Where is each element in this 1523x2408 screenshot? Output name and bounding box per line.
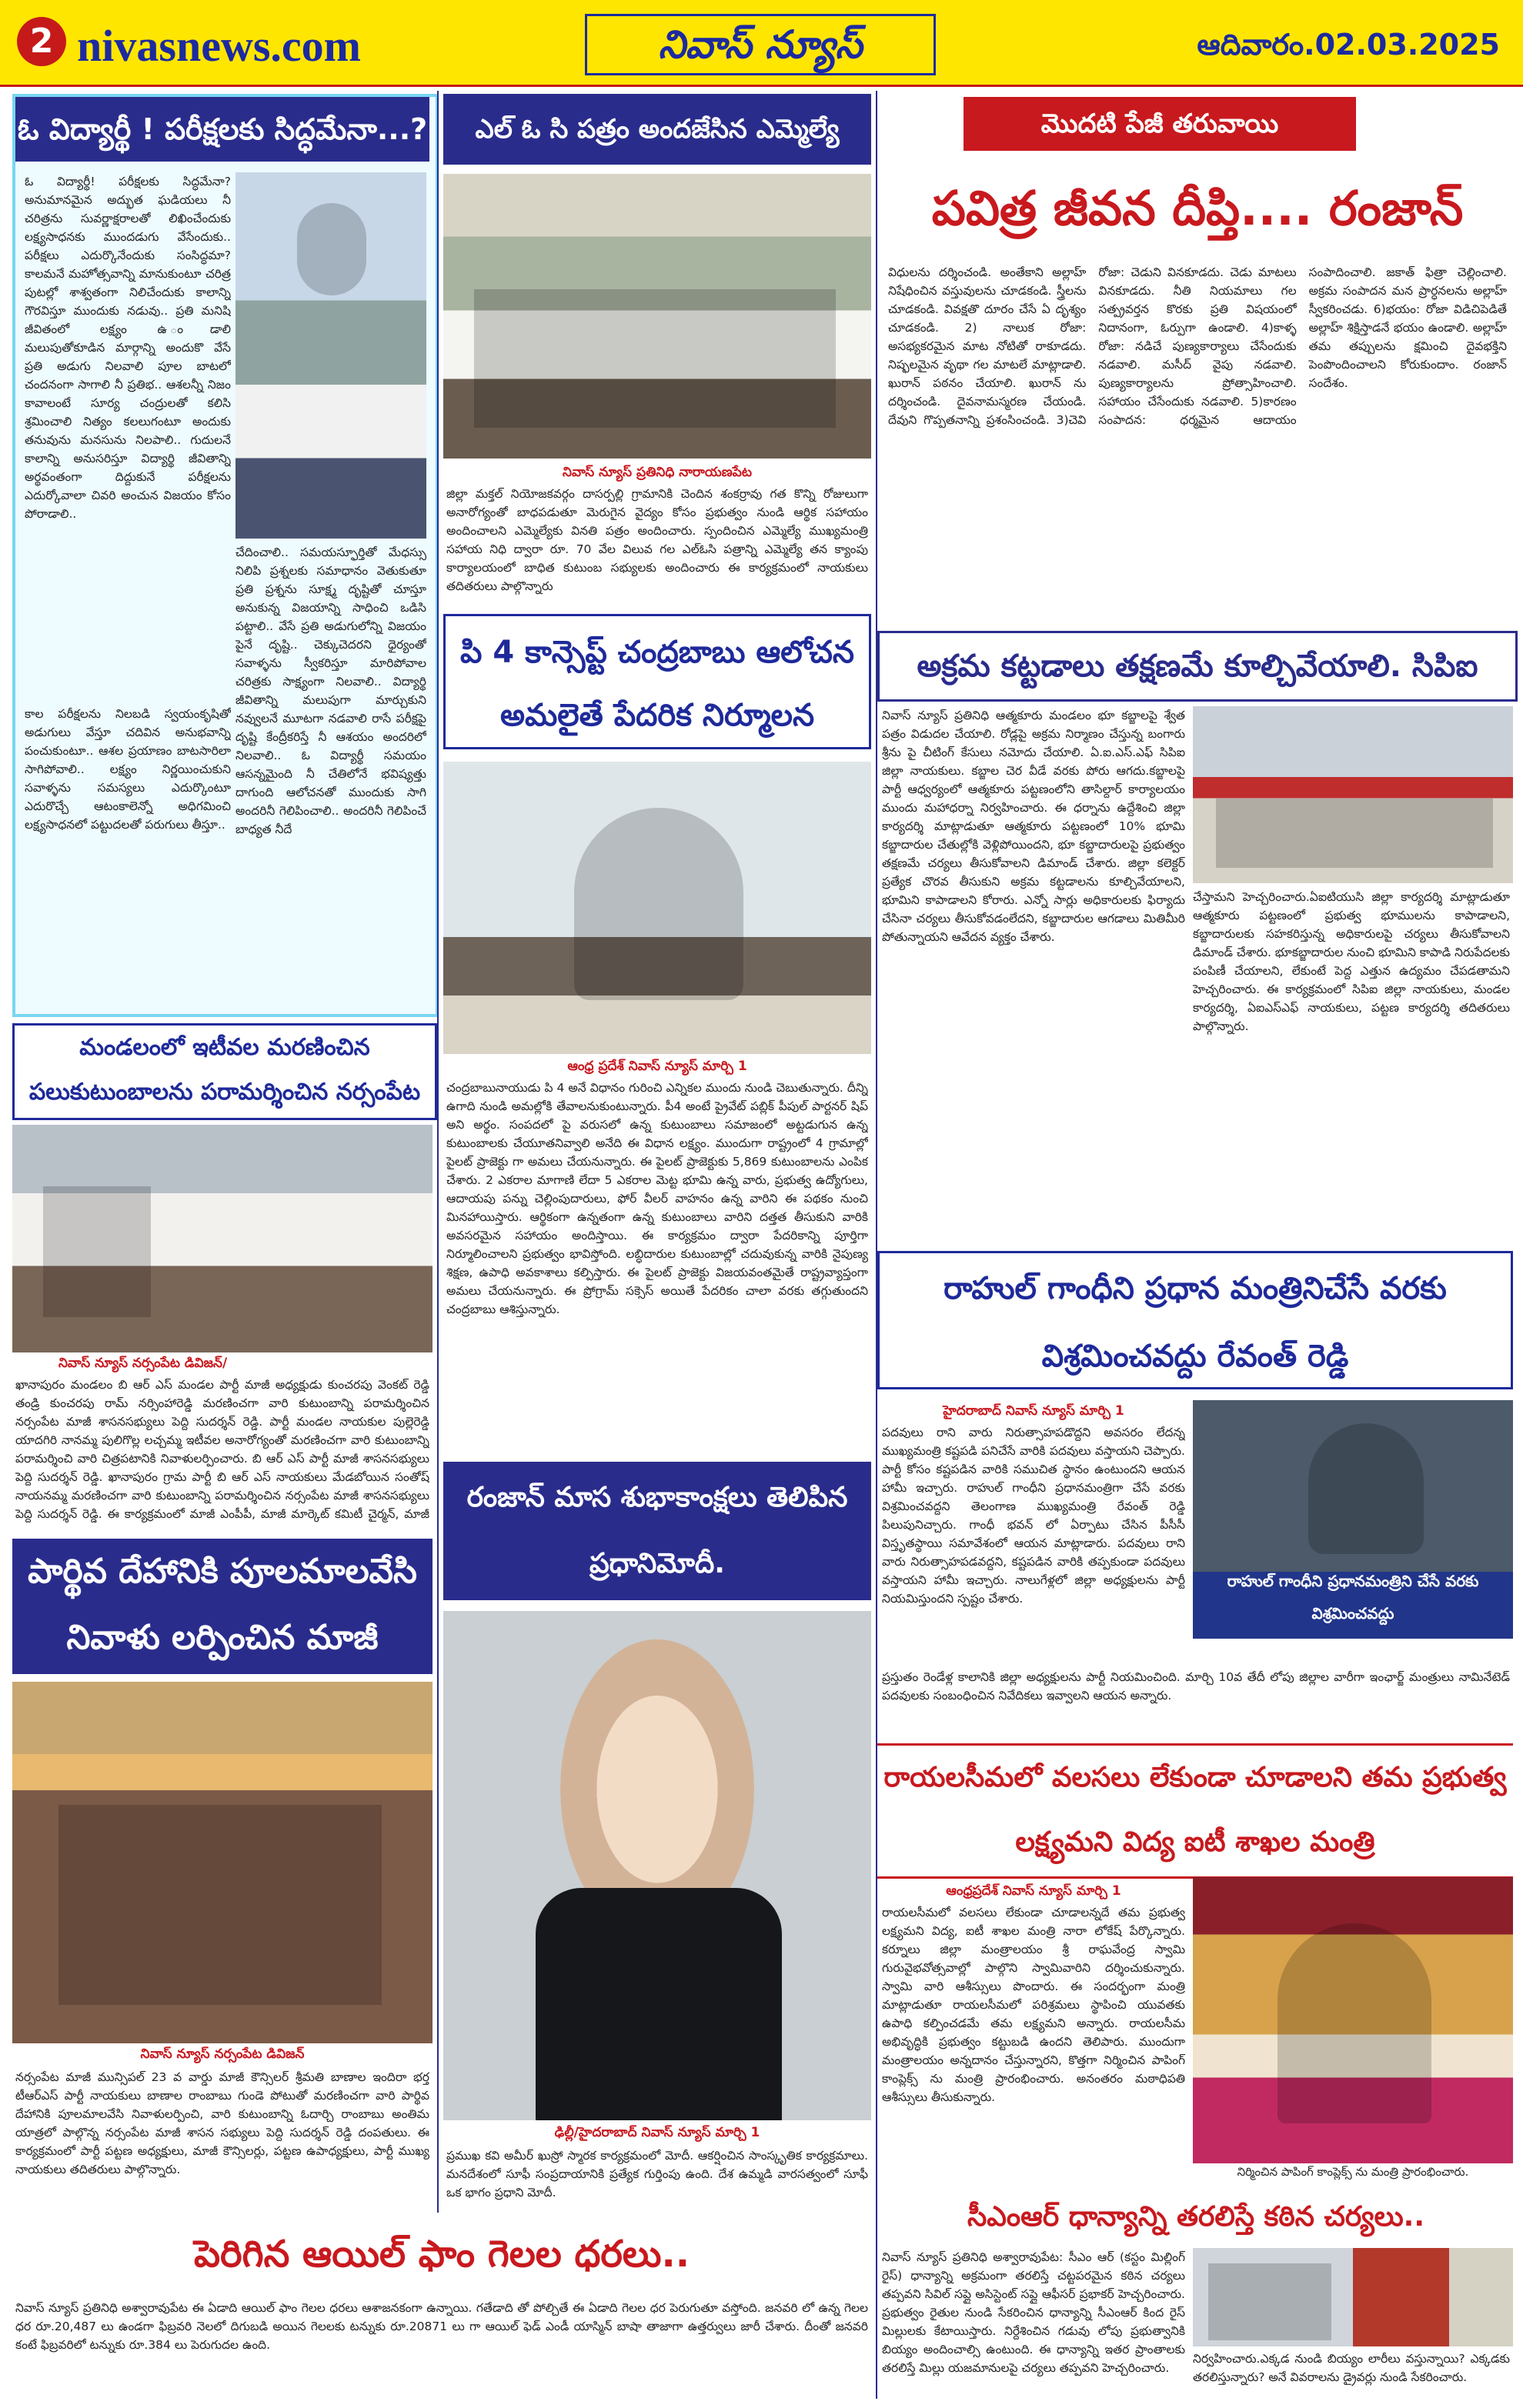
cpi-story-body-a: నివాస్ న్యూస్ ప్రతినిధి ఆత్మకూరు మండలం భూ కబ్జాలపై శ్వేత పత్రం విడుదల చేయాలి. రోడ్లపై అక్రమ నిర్మాణం చేస్తున్న బంగారు శ్రీను పై చీటింగ్ కేసులు నమోదు చేయాలి. ఏ.ఐ.ఎస్.ఎఫ్ సిపిఐ జిల్లా నాయకులు. కబ్జాల చెర వీడే వరకు పోరు ఆగదు.కబ్జాలపై పార్టీ ఆధ్వర్యంలో ఆత్మకూరు పట్టణంలోని తాసిల్దార్ కార్యాలయం ముందు మహాధర్నా నిర్వహించారు. ఈ ధర్నాను ఉద్దేశించి జిల్లా కార్యదర్శి మాట్లాడుతూ ఆత్మకూరు పట్టణంలో 10% భూమి కబ్జాదారుల చేతుల్లోకి వెళ్లిపోయిందని, భూ కబ్జాదారులపై ప్రభుత్వం తక్షణమే చర్యలు తీసుకోవాలని డిమాండ్ చేశారు. జిల్లా కలెక్టర్ ప్రత్యేక చొరవ తీసుకుని అక్రమ కట్టడాలను కూల్చివేయాలని, భూమిని కాపాడాలని కోరారు. ఎన్నో సార్లు అధికారులకు ఫిర్యాదు చేసినా చర్యలు తీసుకోవడంలేదని, కబ్జాదారుల ఆగడాలు మితిమీరి పోతున్నాయని ఆవేదన వ్యక్తం చేశారు.: [882, 709, 1185, 945]
rahul-story-body-b: ప్రస్తుతం రెండేళ్ల కాలానికి జిల్లా అధ్యక్షులను పార్టీ నియమించింది. మార్చి 10వ తేదీ లోపు జిల్లాల వారీగా ఇంఛార్జ్ మంత్రులు నామినేటెడ్ పదవులకు సంబంధించిన నివేదికలు ఇవ్వాలని ఆయన అన్నారు.: [882, 1670, 1510, 1703]
wreath-story-headline: పార్థివ దేహానికి పూలమాలవేసి నివాళు లర్పించిన మాజీ: [12, 1539, 433, 1674]
cmr-story-body-b: నిర్వహించారు.ఎక్కడ నుండి బియ్యం లారీలు వస్తున్నాయి? ఎక్కడకు తరలిస్తున్నారు? అనే వివరాలను డ్రైవర్లు నుండి సేకరించారు.: [1193, 2352, 1510, 2385]
photo-coat: [536, 1888, 782, 2120]
tribute-story-credit: నివాస్ న్యూస్ నర్సంపేట డివిజన్/: [58, 1356, 228, 1371]
loc-story-photo: [443, 174, 871, 459]
rayalaseema-story-headline: రాయలసీమలో వలసలు లేకుండా చూడాలని తమ ప్రభుత్వ లక్ష్యమని విద్య ఐటీ శాఖల మంత్రి: [877, 1743, 1513, 1879]
cpi-story-headline: అక్రమ కట్టడాలు తక్షణమే కూల్చివేయాలి. సిపిఐ: [877, 631, 1518, 702]
cmr-story-photo: [1193, 2248, 1513, 2346]
paper-name: నివాస్ న్యూస్: [585, 14, 936, 75]
rahul-story-credit: హైదరాబాద్ నివాస్ న్యూస్ మార్చి 1: [943, 1403, 1124, 1419]
site-name[interactable]: nivasnews.com: [77, 21, 361, 71]
wreath-story-photo: [12, 1682, 433, 2043]
column-divider: [876, 91, 877, 2399]
column-divider: [437, 91, 439, 2213]
loc-story-headline: ఎల్ ఓ సి పత్రం అందజేసిన ఎమ్మెల్యే: [443, 94, 871, 165]
rayalaseema-photo-credit: నిర్మించిన పాపింగ్ కాంప్లెక్స్ ను మంత్రి ప్రారంభించారు.: [1237, 2165, 1469, 2179]
wreath-story-body: నర్సంపేట మాజీ మున్సిపల్ 23 వ వార్డు మాజీ కౌన్సిలర్ శ్రీమతి బాణాల ఇందిరా భర్త టీఆర్ఎస్ పార్టీ నాయకులు బాణాల రాంబాబు గుండె పోటుతో మరణించగా వారి పార్థివ దేహానికి పూలమాలవేసి నివాళులర్పించి, వారి కుటుంబాన్ని ఓదార్చి రాంబాబు అంతిమ యాత్రలో పాల్గొన్న నర్సంపేట మాజీ శాసన సభ్యులు పెద్ది సుదర్శన్ రెడ్డి దంపతులు. ఈ కార్యక్రమంలో పార్టీ పట్టణ అధ్యక్షులు, మాజీ కౌన్సిలర్లు, పట్టణ ఉపాధ్యక్షులు, పార్టీ ముఖ్య నాయకులు తదితరులు పాల్గొన్నారు.: [15, 2070, 429, 2177]
palm-story-body: నివాస్ న్యూస్ ప్రతినిధి అశ్వారావుపేట ఈ ఏడాది ఆయిల్ ఫాం గెలల ధరలు ఆశాజనకంగా ఉన్నాయి. గతేడాది తో పోల్చితే ఈ ఏడాది గెలల ధర పెరుగుతూ వస్తోంది. జనవరి లో ఉన్న గెలల ధర రూ.20,487 లు ఉండగా ఫిబ్రవరి నెలలో దిగుబడి అయిన గెలలకు టన్నుకు రూ.20871 లు గా ఆయిల్ ఫెడ్ ఎండీ యాస్మిన్ బాషా తాజాగా ఉత్తర్వులు జారీ చేశారు. దీంతో జనవరి కంటే ఫిబ్రవరిలో టన్నుకు రూ.384 లు పెరుగుదల ఉంది.: [15, 2301, 868, 2353]
photo-subject: [574, 808, 743, 1000]
masthead: [0, 0, 1523, 87]
page-number-badge: 2: [17, 17, 66, 66]
loc-story-credit: నివాస్ న్యూస్ ప్రతినిధి నారాయణపేట: [563, 465, 752, 480]
p4-story-credit: ఆంధ్ర ప్రదేశ్ నివాస్ న్యూస్ మార్చి 1: [567, 1059, 747, 1074]
loc-story-body: జిల్లా మక్తల్ నియోజకవర్గం దాసర్పల్లి గ్రామానికి చెందిన శంకర్రావు గత కొన్ని రోజులుగా అనారోగ్యంతో బాధపడుతూ మెరుగైన వైద్యం కోసం ప్రభుత్వం నుండి ఆర్థిక సహాయం అందించాలని ఎమ్మెల్యేకు వినతి పత్రం అందించారు. స్పందించిన ఎమ్మెల్యే ముఖ్యమంత్రి సహాయ నిధి ద్వారా రూ. 70 వేల విలువ గల ఎల్ఓసి పత్రాన్ని ఎమ్మెల్యే తన క్యాంపు కార్యాలయంలో బాధిత కుటుంబ సభ్యులకు అందించారు ఈ కార్యక్రమంలో నాయకులు తదితరులు పాల్గొన్నారు: [446, 487, 868, 594]
modi-story-body: ప్రముఖ కవి అమీర్ ఖుస్రో స్మారక కార్యక్రమంలో మోదీ. ఆకర్షించిన సాంస్కృతిక కార్యక్రమాలు. మనదేశంలో సూఫీ సంప్రదాయానికి ప్రత్యేక గుర్తింపు ఉంది. దేశ ఉమ్మడి వారసత్వంలో సూఫీ ఒక భాగం ప్రధాని మోదీ.: [446, 2149, 868, 2200]
exam-story-photo: [235, 172, 426, 539]
palm-story-headline: పెరిగిన ఆయిల్ ఫాం గెలల ధరలు..: [12, 2216, 871, 2293]
exam-story-body-a: ఓ విద్యార్థీ! పరీక్షలకు సిద్ధమేనా? అనుమానమైన అద్భుత ఘడియలు నీ చరిత్రను సువర్ణాక్షరాలతో లిఖించేందుకు లక్ష్యసాధనకు ముందడుగు వేసేందుకు.. పరీక్షలు ఎదుర్కొనేందుకు సంసిద్ధమా? కాలమనే మహోత్సవాన్ని మానుకుంటూ చరిత్ర పుటల్లో శాశ్వతంగా నిలిచేందుకు కాలాన్ని గౌరవిస్తూ ముందుకు నడువు.. ప్రతి మనిషి జీవితంలో లక్ష్యం ఉ ండాలి మలుపుతోకూడిన మార్గాన్ని అందుకొ వేసే ప్రతి అడుగు నిలవాలి పూల బాటలో చందనంగా సాగాలి నీ ప్రతిభ.. ఆశలన్నీ నిజం కావాలంటే సూర్య చంద్రులతో కలిసి శ్రమించాలి నిత్యం కలలుగంటూ అందుకు తనువును మనసును నిలపాలి.. గుదులనే కాలాన్ని అనుసరిస్తూ విద్యార్థి జీవితాన్ని అర్థవంతంగా దిద్దుకునే పరీక్షలను ఎదుర్కోవాలా చివరి అంచున విజయం కోసం పోరాడాలి..: [25, 175, 231, 522]
photo-protesters: [1216, 799, 1493, 868]
cpi-story-photo: [1193, 706, 1513, 883]
modi-story-headline: రంజాన్ మాస శుభాకాంక్షలు తెలిపిన ప్రధానిమోదీ.: [443, 1462, 871, 1600]
photo-officials: [1208, 2263, 1331, 2340]
cmr-story-body: నివాస్ న్యూస్ ప్రతినిధి అశ్వారావుపేట: సీఎం ఆర్ (కస్టం మిల్లింగ్ రైస్) ధాన్యాన్ని అక్రమంగా తరలిస్తే చట్టపరమైన కఠిన చర్యలు తప్పవని సివిల్ సప్లై అసిస్టెంట్ సప్లై ఆఫీసర్ ప్రభాకర్ హెచ్చరించారు. ప్రభుత్వం రైతుల నుండి సేకరించిన ధాన్యాన్ని సీఎంఆర్ కింద రైస్ మిల్లులకు కేటాయిస్తారు. నిర్దేశించిన గడువు లోపు ప్రభుత్వానికి బియ్యం అందించాల్సి ఉంటుంది. ఈ ధాన్యాన్ని ఇతర ప్రాంతాలకు తరలిస్తే మిల్లు యజమానులపై చర్యలు తప్పవని హెచ్చరించారు.: [882, 2250, 1185, 2376]
photo-group: [474, 289, 836, 428]
rahul-photo-caption: రాహుల్ గాంధీని ప్రధానమంత్రిని చేసే వరకు విశ్రమించవద్దు: [1227, 1572, 1479, 1623]
exam-story-body-c: చేదించాలి.. సమయస్ఫూర్తితో మేధస్సు నిలిపి ప్రశ్నలకు సమాధానం వెతుకుతూ ప్రతి ప్రశ్నను సూక్ష్మ దృష్టితో చూస్తూ అనుకున్న విజయాన్ని సాధించి ఒడిసి పట్టాలి.. వేసే ప్రతి అడుగులోన్ని విజయం పైనే దృష్టి.. చెక్కుచెదరని ధైర్యంతో సవాళ్ళను స్వీకరిస్తూ మారిపోవాల చరిత్రకు సాక్ష్యంగా నిలవాలి.. విద్యార్థి జీవితాన్ని మలుపుగా మార్చుకుని నవ్వులనే మూటగా నడవాలి రాసే పరీక్షపై దృష్టి కేంద్రీకరిస్తే నీ ఆశయం అందరిలో నిలవాలి.. ఓ విద్యార్థీ సమయం ఆసన్నమైంది నీ చేతిలోనే భవిష్యత్తు దాగుంది ఆలోచనతో ముందుకు సాగి అందరినీ గెలిపించాలి.. అందరినీ గెలిపించే బాధ్యత నీదే: [235, 545, 426, 837]
photo-portrait-frame: [43, 1186, 151, 1317]
photo-subject-head: [297, 203, 366, 295]
photo-shrine: [1278, 1923, 1431, 2123]
rahul-story-headline: రాహుల్ గాంధీని ప్రధాన మంత్రినిచేసే వరకు విశ్రమించవద్దు రేవంత్ రెడ్డి: [877, 1251, 1513, 1389]
ramzan-story-body: విధులను దర్శించండి. అంతేకాని అల్లాహ్ నిషేధించిన వస్తువులను చూడకండి. స్త్రీలను చూడకండి. వివక్షతొ దూరం చేసే ఏ దృశ్యం చూడకండి. 2) నాలుక రోజా: అసభ్యకరమైన మాట నోటితో రాకూడదు. నిష్ఫలమైన వృథా గల మాటలే మాట్లాడాలి. ఖురాన్ పఠనం చేయాలి. ఖురాన్ ను దర్శించండి. దైవనామస్మరణ చేయండి. దేవుని గొప్పతనాన్ని ప్రశంసించండి. 3)చెవి రోజా: చెడుని వినకూడదు. చెడు మాటలు వినకూడదు. నీతి నియమాలు గల సత్ప్రవర్తన కొరకు ప్రతి విషయంలో నిదానంగా, ఓర్పుగా ఉండాలి. 4)కాళ్ళ రోజా: నడిచే పుణ్యకార్యాలు చేసేందుకు నడవాలి. మసీద్ వైపు నడవాలి. పుణ్యకార్యాలను ప్రోత్సాహించాలి. సహాయం చేసేందుకు నడవాలి. 5)కారణం సంపాదన: ధర్మమైన ఆదాయం సంపాదించాలి. జకాత్ ఫిత్రా చెల్లించాలి. అక్రమ సంపాదన మన ప్రార్ధనలను అల్లాహ్ స్వీకరించడు. 6)భయం: రోజా విడిచిపెడితే అల్లాహ్ శిక్షిస్తాడనే భయం ఉండాలి. అల్లాహ్ తమ తప్పులను క్షమించి దైవభక్తిని పెంపొందించాలని కోరుకుందాం. రంజాన్ సందేశం.: [888, 265, 1507, 428]
tribute-story-photo: [12, 1125, 433, 1352]
wreath-story-credit: నివాస్ న్యూస్ నర్సంపేట డివిజన్: [140, 2046, 305, 2062]
issue-date: ఆదివారం.02.03.2025: [1197, 28, 1500, 62]
p4-story-photo: [443, 762, 871, 1054]
cmr-story-headline: సీఎంఆర్ ధాన్యాన్ని తరలిస్తే కఠిన చర్యలు..: [882, 2191, 1510, 2243]
rayalaseema-story-photo: [1193, 1877, 1513, 2163]
continued-tag: మొదటి పేజీ తరువాయి: [964, 97, 1356, 151]
p4-story-headline: పి 4 కాన్సెప్ట్ చంద్రబాబు ఆలోచన అమలైతే పేదరిక నిర్మూలన: [443, 614, 871, 749]
modi-story-credit: ఢిల్లీ/హైదరాబాద్ నివాస్ న్యూస్ మార్చి 1: [554, 2125, 760, 2140]
exam-story-headline: ఓ విద్యార్థీ ! పరీక్షలకు సిద్ధమేనా...?: [15, 97, 429, 162]
rayalaseema-story-body: రాయలసీమలో వలసలు లేకుండా చూడాలన్నదే తమ ప్రభుత్వ లక్ష్యమని విద్య, ఐటీ శాఖల మంత్రి నారా లోకేష్ పేర్కొన్నారు. కర్నూలు జిల్లా మంత్రాలయం శ్రీ రాఘవేంద్ర స్వామి గురువైభవోత్సవాల్లో పాల్గొని స్వామివారిని దర్శించుకున్నారు. స్వామి వారి ఆశీస్సులు పొందారు. ఈ సందర్భంగా మంత్రి మాట్లాడుతూ రాయలసీమలో పరిశ్రమలు స్థాపించి యువతకు ఉపాధి కల్పించడమే తమ లక్ష్యమని అన్నారు. రాయలసీమ అభివృద్ధికి ప్రభుత్వం కట్టుబడి ఉందని తెలిపారు. ముందుగా మంత్రాలయం అన్నదానం చేస్తున్నారని, కొత్తగా నిర్మించిన పాపింగ్ కాంప్లెక్స్ ను మంత్రి ప్రారంభించారు. అనంతరం మఠాధిపతి ఆశీస్సులు తీసుకున్నారు.: [882, 1906, 1185, 2105]
tribute-story-headline: మండలంలో ఇటీవల మరణించిన పలుకుటుంబాలను పరామర్శించిన నర్సంపేట: [12, 1023, 437, 1120]
rahul-story-body-a: పదవులు రాని వారు నిరుత్సాహపడొద్దని అవసరం లేదన్న ముఖ్యమంత్రి కష్టపడి పనిచేసే వారికి పదవులు వస్తాయని చెప్పారు. పార్టీ కోసం కష్టపడిన వారికి సముచిత స్థానం ఉంటుందని ఆయన హామీ ఇచ్చారు. రాహుల్ గాంధీని ప్రధానమంత్రిగా చేసే వరకు విశ్రమించవద్దని తెలంగాణ ముఖ్యమంత్రి రేవంత్ రెడ్డి పిలుపునిచ్చారు. గాంధీ భవన్ లో ఏర్పాటు చేసిన పీసీసీ విస్తృతస్థాయి సమావేశంలో ఆయన మాట్లాడారు. పదవులు రాని వారు నిరుత్సాహపడవద్దని, కష్టపడిన వారికి తప్పకుండా పదవులు వస్తాయని హామీ ఇచ్చారు. నాలుగేళ్లలో జిల్లా అధ్యక్షులను పార్టీ నియమిస్తుందని స్పష్టం చేశారు.: [882, 1426, 1185, 1606]
rayalaseema-story-credit: ఆంధ్రప్రదేశ్ నివాస్ న్యూస్ మార్చి 1: [946, 1883, 1121, 1899]
ramzan-story-headline: పవిత్ర జీవన దీప్తి.... రంజాన్: [931, 180, 1464, 236]
p4-story-body: చంద్రబాబునాయుడు పి 4 అనే విధానం గురించి ఎన్నికల ముందు నుండి చెబుతున్నారు. దీన్ని ఉగాది నుండి అమల్లోకి తేవాలనుకుంటున్నారు. పీ4 అంటే ప్రైవేట్ పబ్లిక్ పీపుల్ పార్టనర్ షిప్ అని అర్థం. సంపదలో పై వరుసలో ఉన్న కుటుంబాలు సమాజంలో అట్టడుగున ఉన్న కుటుంబాలకు చేయూతనివ్వాలి అనేది ఈ విధాన లక్ష్యం. ముందుగా రాష్ట్రంలో 4 గ్రామాల్లో పైలట్ ప్రాజెక్టు గా అమలు చేయనున్నారు. ఈ పైలట్ ప్రాజెక్టుకు 5,869 కుటుంబాలను ఎంపిక చేశారు. 2 ఎకరాల మాగాణి లేదా 5 ఎకరాల మెట్ట భూమి ఉన్న వారు, ప్రభుత్వ ఉద్యోగులు, ఆదాయపు పన్ను చెల్లింపుదారులు, ఫోర్ వీలర్ వాహనం ఉన్న వారిని ఈ పథకం నుంచి మినహాయిస్తారు. ఆర్థికంగా ఉన్నతంగా ఉన్న కుటుంబాలు వారిని దత్తత తీసుకుని వారికి అవసరమైన సహాయం అందిస్తాయి. ఈ కార్యక్రమం ద్వారా పేదరికాన్ని పూర్తిగా నిర్మూలించాలని ప్రభుత్వం భావిస్తోంది. లబ్ధిదారుల కుటుంబాల్లో చదువుకున్న వారికి నైపుణ్య శిక్షణ, ఉపాధి అవకాశాలు కల్పిస్తారు. ఈ పైలట్ ప్రాజెక్టు విజయవంతమైతే రాష్ట్రవ్యాప్తంగా అమలు చేయనున్నారు. ఈ ప్రోగ్రామ్ సక్సెస్ అయితే పేదరికం చాలా వరకు తగ్గుతుందని చంద్రబాబు ఆశిస్తున్నారు.: [446, 1081, 868, 1317]
photo-crowd: [58, 1805, 382, 2005]
photo-subject: [1308, 1423, 1424, 1554]
modi-story-photo: [443, 1611, 871, 2120]
tribute-story-body: ఖానాపురం మండలం బి ఆర్ ఎస్ మండల పార్టీ మాజీ అధ్యక్షుడు కుంచరపు వెంకట్ రెడ్డి తండ్రి కుంచరపు రామ్ నర్సింహారెడ్డి మరణించగా వారి కుటుంబాన్ని పరామర్శించిన నర్సంపేట మాజీ శాసనసభ్యులు పెద్ది సుదర్శన్ రెడ్డి. పార్టీ మండల నాయకుల పుల్లెరెడ్డి యాదగిరి నానమ్మ పులిగొల్ల లచ్చమ్మ ఇటీవల అనారోగ్యంతో మరణించగా వారి కుటుంబాన్ని పరామర్శించి వారి చిత్రపటానికి నివాళులర్పించారు. బి ఆర్ ఎస్ పార్టీ మాజీ శాసనసభ్యులు పెద్ది సుదర్శన్ రెడ్డి. ఖానాపురం గ్రామ పార్టీ బి ఆర్ ఎస్ నాయకులు మేడబోయిన సంతోష్ నాయనమ్మ మరణించగా వారి కుటుంబాన్ని పరామర్శించిన నర్సంపేట మాజీ శాసనసభ్యులు పెద్ది సుదర్శన్ రెడ్డి. ఈ కార్యక్రమంలో మాజీ ఎంపీపీ, మాజీ మార్కెట్ కమిటీ చైర్మన్, మాజీ: [15, 1378, 429, 1522]
cpi-story-body-b: చేస్తామని హెచ్చరించారు.ఏఐటియుసి జిల్లా కార్యదర్శి మాట్లాడుతూ ఆత్మకూరు పట్టణంలో ప్రభుత్వ భూములను కాపాడాలని, కబ్జాదారులకు సహకరిస్తున్న అధికారులపై చర్యలు తీసుకోవాలని డిమాండ్ చేశారు. భూకబ్జాదారుల నుంచి భూమిని కాపాడి నిరుపేదలకు పంపిణీ చేయాలని, లేకుంటే పెద్ద ఎత్తున ఉద్యమం చేపడతామని హెచ్చరించారు. ఈ కార్యక్రమంలో సిపిఐ జిల్లా నాయకులు, మండల కార్యదర్శి, ఏఐఎస్ఎఫ్ నాయకులు, పట్టణ కార్యదర్శి తదితరులు పాల్గొన్నారు.: [1193, 890, 1510, 1034]
exam-story-body-b: కాల పరీక్షలను నిలబడి స్వయంకృషితో అడుగులు వేస్తూ చదివిన అనుభవాన్ని పంచుకుంటూ.. ఆశల ప్రయాణం బాటసారిలా సాగిపోవాలి.. లక్ష్యం నిర్ణయించుకుని సవాళ్ళను సమస్యలు ఎదుర్కొంటూ ఎదురొచ్చే ఆటంకాలెన్నో అధిగమించి లక్ష్యసాధనలో పట్టుదలతో పరుగులు తీస్తూ..: [25, 707, 231, 832]
